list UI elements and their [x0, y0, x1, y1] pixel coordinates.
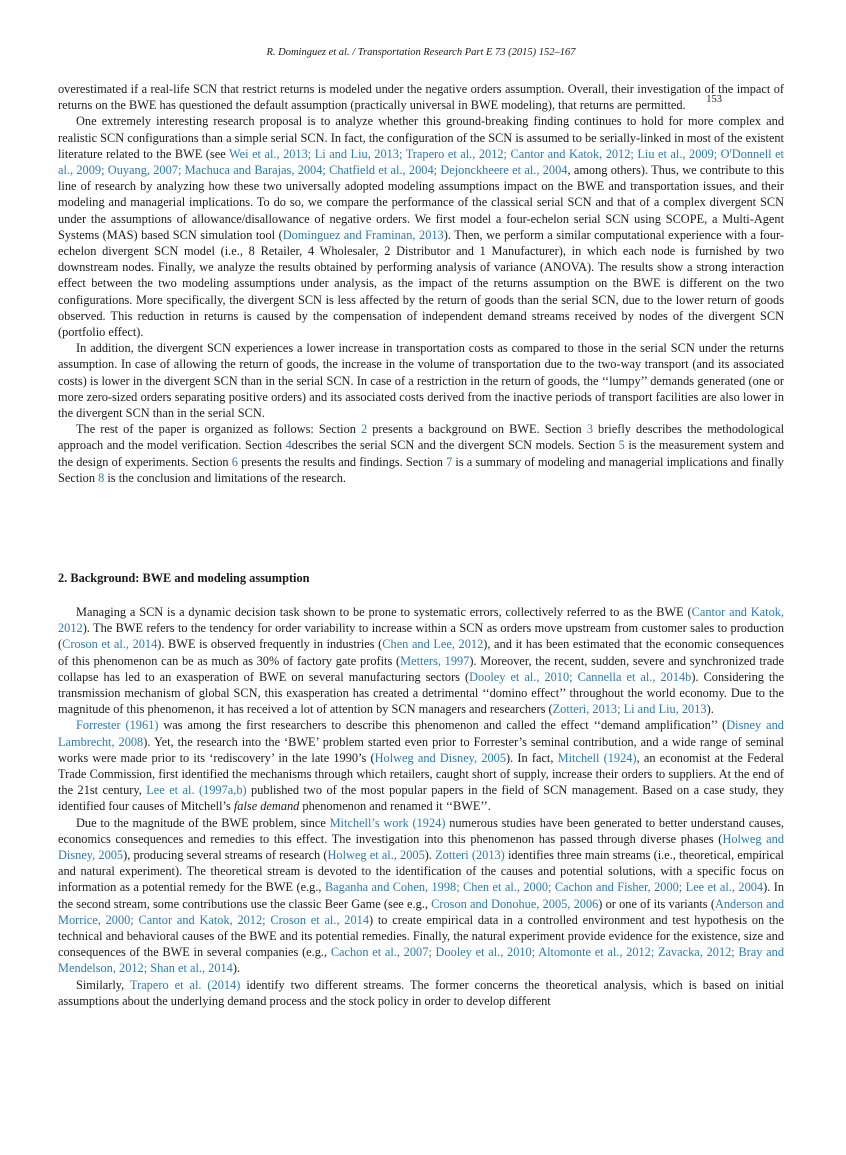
section-heading: 2. Background: BWE and modeling assumption	[58, 571, 310, 585]
citation-link[interactable]: 8	[98, 470, 105, 485]
text-run: Similarly,	[76, 977, 130, 992]
citation-link[interactable]: Lee et al. (1997a,b)	[146, 783, 247, 798]
citation-link[interactable]: Holweg and Disney, 2005	[374, 750, 507, 765]
text-run: describes the serial SCN and the divergent SCN models. Section	[291, 438, 619, 453]
citation-link[interactable]: Mitchell’s work (1924)	[329, 815, 446, 830]
citation-link[interactable]: Dominguez and Framinan, 2013	[282, 227, 444, 242]
text-run: briefly describes the methodological approach and the model verification. Section	[58, 422, 784, 453]
text-run: published two of the most popular papers in the field of SCN management. Based on a case study, they identified four causes of Mitchell’s	[58, 783, 784, 814]
citation-link[interactable]: 3	[586, 422, 593, 437]
text-run: identifies three main streams (i.e., theoretical, empirical and natural experiment). The theoretical stream is devoted to the identification of the causes and potential solutions, with a specific focus on information as a potential remedy for the BWE (e.g.,	[58, 848, 784, 895]
paragraph	[58, 340, 784, 421]
citation-link[interactable]: Wei et al., 2013; Li and Liu, 2013; Trapero et al., 2012; Cantor and Katok, 2012; Liu et al., 2009; O'Donnell et al., 2009; Ouyang, 2007; Machuca and Barajas, 2004; Chatfield et al., 2004; Dejonckheere et al., 2004	[58, 146, 784, 178]
text-run: ). Considering the transmission mechanism of global SCN, this exasperation has created a detrimental ‘‘domino effect’’ throughout the world economy. Due to the magnitude of this phenomenon, it has received a lot of attention by SCN managers and researchers (	[58, 669, 785, 717]
text-run: One extremely interesting research proposal is to analyze whether this ground-breaking finding continues to hold for more complex and realistic SCN configurations than a simple serial SCN. In fact, the configuration of the SCN is assumed to be serially-linked in most of the existent literature related to the BWE (see	[58, 114, 784, 161]
citation-link[interactable]: Forrester (1961)	[76, 718, 159, 733]
text-run: The rest of the paper is organized as follows: Section	[76, 422, 362, 437]
citation-link[interactable]: Baganha and Cohen, 1998; Chen et al., 2000; Cachon and Fisher, 2000; Lee et al., 2004	[324, 880, 764, 895]
text-run: is a summary of modeling and managerial implications and finally Section	[58, 454, 784, 485]
text-run: ), and it has been estimated that the economic consequences of this phenomenon can be as much as 30% of factory gate profits (	[58, 637, 784, 668]
citation-link[interactable]: Cachon et al., 2007; Dooley et al., 2010; Altomonte et al., 2012; Zavacka, 2012; Bray and Mendelson, 2012; Shan et al., 2014	[58, 945, 784, 976]
text-run: , among others). Thus, we contribute to this line of research by analyzing how these two universally adopted modeling assumptions impact on the BWE and transportation issues, and their modeling and managerial implications. To do so, we compare the performance of the classical serial SCN and that of a complex divergent SCN under the assumptions of allowance/disallowance of negative orders. We first model a four-echelon serial SCN using SCOPE, a Multi-Agent Systems (MAS) based SCN simulation tool (	[58, 163, 784, 242]
text-run: Due to the magnitude of the BWE problem, since	[76, 815, 330, 830]
citation-link[interactable]: Chen and Lee, 2012	[382, 637, 484, 652]
text-run: ). The BWE refers to the tendency for order variability to increase within a SCN as orders move upstream from customer sales to production (	[58, 621, 784, 652]
running-head-text: R. Dominguez et al. / Transportation Research Part E 73 (2015) 152–167	[266, 47, 576, 58]
text-run: ).	[706, 702, 714, 717]
text-run: ). BWE is observed frequently in industries (	[157, 637, 383, 652]
text-run: ).	[424, 848, 436, 863]
citation-link[interactable]: 4	[285, 438, 292, 453]
text-run: Managing a SCN is a dynamic decision task shown to be prone to systematic errors, collectively referred to as the BWE (	[76, 605, 692, 619]
text-run: ) or one of its variants (	[598, 896, 715, 911]
citation-link[interactable]: Metters, 1997	[400, 653, 470, 668]
text-run: ). Then, we perform a similar computational experience with a four-echelon divergent SCN model (i.e., 8 Retailer, 4 Wholesaler, 2 Distributor and 1 Manufacturer), in which each node is furnished by two downstream nodes. Finally, we analyze the results obtained by performing analysis of variance (ANOVA). The results show a strong interaction effect between the two modeling assumptions under analysis, as the impact of the returns assumption on the BWE is different on the two configurations. More specifically, the divergent SCN is less affected by the return of goods than the serial SCN, due to the lower return of goods observed. This reduction in returns is caused by the compensation of independent demand streams received by nodes of the divergent SCN (portfolio effect).	[58, 227, 784, 340]
paragraph	[58, 815, 784, 977]
text-run: ). In fact,	[506, 750, 558, 765]
page-number: 153	[706, 94, 722, 105]
paragraph	[58, 977, 784, 1009]
text-run: ), producing several streams of research (	[123, 848, 328, 863]
text-run: ). Yet, the research into the ‘BWE’ problem started even prior to Forrester’s seminal contribution, and a wide range of seminal works were made prior to its ‘rediscovery’ in the late 1990’s (	[58, 734, 784, 765]
citation-link[interactable]: 7	[446, 454, 453, 469]
citation-link[interactable]: Anderson and Morrice, 2000; Cantor and Katok, 2012; Croson et al., 2014	[58, 896, 784, 927]
citation-link[interactable]: Zotteri (2013)	[435, 848, 505, 863]
text-run: , an economist at the Federal Trade Commission, first identified the mechanisms through which retailers, caught short of supply, increase their orders to suppliers. At the end of the 21st century,	[58, 750, 784, 798]
text-run: is the measurement system and the design of experiments. Section	[58, 438, 784, 469]
text-run: is the conclusion and limitations of the research.	[104, 470, 346, 485]
text-run: ) to create empirical data in a controlled environment and test hypothesis on the technical and behavioral causes of the BWE and its potential remedies. Finally, the natural experiment provide evidence for the existence, size and consequences of the BWE in several companies (e.g.,	[58, 912, 785, 960]
citation-link[interactable]: Holweg and Disney, 2005	[58, 831, 784, 863]
citation-link[interactable]: 6	[231, 454, 238, 469]
citation-link[interactable]: Zotteri, 2013; Li and Liu, 2013	[552, 702, 707, 717]
citation-link[interactable]: Mitchell (1924)	[557, 750, 637, 765]
citation-link[interactable]: Holweg et al., 2005	[327, 848, 425, 863]
text-run: In addition, the divergent SCN experiences a lower increase in transportation costs as compared to those in the serial SCN under the returns assumption. In case of allowing the return of goods, the increase in the volume of transportation due to the two-way transport (and its associated costs) is lower in the divergent SCN than in the serial SCN. In case of a restriction in the return of goods, the ‘‘lumpy’’ demands generated (one or more zero-sized orders separating positive orders) and its associated costs derived from the inactive periods of transport facilities are also lower in the divergent SCN than in the serial SCN.	[58, 341, 784, 421]
text-run: ). In the second stream, some contributions use the classic Beer Game (see e.g.,	[58, 880, 784, 911]
paragraph	[58, 81, 784, 113]
citation-link[interactable]: Disney and Lambrecht, 2008	[58, 718, 784, 749]
citation-link[interactable]: 5	[618, 438, 625, 453]
text-run: overestimated if a real-life SCN that restrict returns is modeled under the negative orders assumption. Overall, their investigation of the impact of returns on the BWE has questioned the default assumption (practically universal in BWE modeling), that returns are permitted.	[58, 82, 784, 113]
citation-link[interactable]: 2	[361, 422, 368, 437]
text-run: numerous studies have been generated to better understand causes, economics consequences and remedies to this effect. The investigation into this phenomenon has passed through diverse phases (	[58, 815, 784, 846]
text-run: ).	[232, 961, 241, 976]
text-run: presents a background on BWE. Section	[367, 422, 587, 437]
emphasis-text: false demand	[233, 799, 300, 814]
section-2-text	[58, 604, 784, 1009]
citation-link[interactable]: Cantor and Katok, 2012	[58, 605, 785, 636]
citation-link[interactable]: Croson et al., 2014	[62, 637, 158, 652]
text-run: phenomenon and renamed it ‘‘BWE’’.	[299, 799, 491, 814]
text-run: ). Moreover, the recent, sudden, severe and synchronized trade collapse has led to an exasperation of BWE on several manufacturing sectors (	[58, 653, 784, 684]
paragraph	[58, 604, 784, 717]
paragraph	[58, 717, 784, 814]
text-run: was among the first researchers to describe this phenomenon and called the effect ‘‘demand amplification’’ (	[158, 718, 727, 733]
citation-link[interactable]: Trapero et al. (2014)	[129, 977, 241, 992]
citation-link[interactable]: Dooley et al., 2010; Cannella et al., 2014b	[469, 669, 692, 684]
paragraph	[58, 421, 784, 486]
citation-link[interactable]: Croson and Donohue, 2005, 2006	[431, 896, 599, 911]
paragraph	[58, 113, 784, 340]
text-run: presents the results and findings. Section	[237, 454, 447, 469]
section-1-text	[58, 81, 784, 486]
text-run: identify two different streams. The former concerns the theoretical analysis, which is based on initial assumptions about the underlying demand process and the stock policy in order to develop different	[58, 977, 784, 1008]
